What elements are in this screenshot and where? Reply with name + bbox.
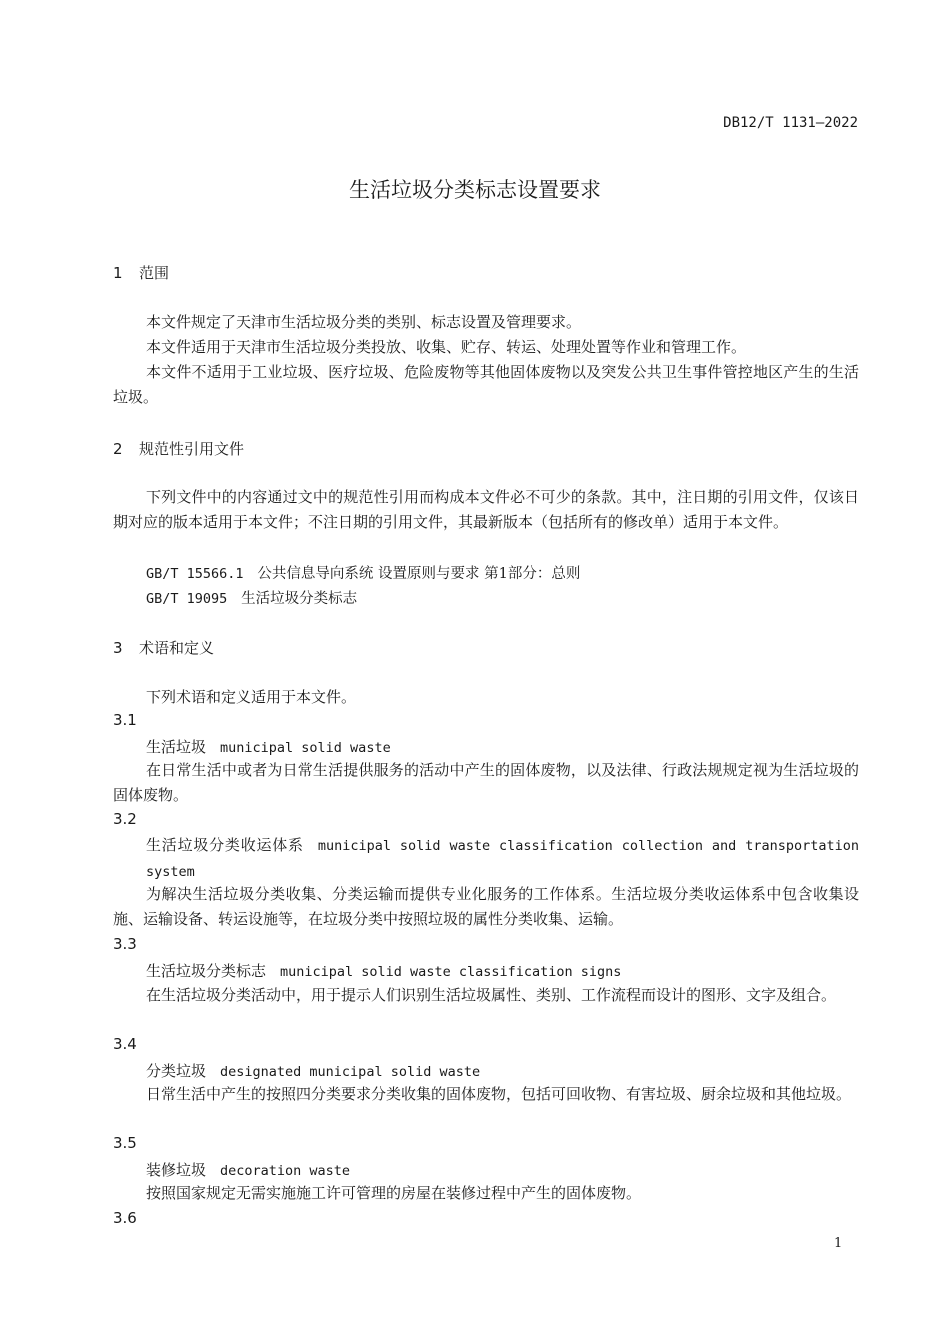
term-definition: 在生活垃圾分类活动中，用于提示人们识别生活垃圾属性、类别、工作流程而设计的图形、文字及组合。 [146, 986, 837, 1004]
term-number: 3.6 [113, 1209, 137, 1227]
term-entry [146, 736, 391, 757]
reference-item [146, 587, 357, 608]
term-definition: 在日常生活中或者为日常生活提供服务的活动中产生的固体废物，以及法律、行政法规规定视为生活垃圾的固体废物。 [113, 761, 859, 804]
paragraph: 下列文件中的内容通过文中的规范性引用而构成本文件必不可少的条款。其中，注日期的引用文件，仅该日期对应的版本适用于本文件；不注日期的引用文件，其最新版本（包括所有的修改单）适用于本文件。 [113, 488, 859, 531]
section-title: 范围 [139, 264, 170, 282]
term-number: 3.2 [113, 810, 137, 828]
term-entry [146, 960, 621, 981]
reference-code: GB/T 19095 [146, 591, 228, 607]
paragraph: 本文件规定了天津市生活垃圾分类的类别、标志设置及管理要求。 [146, 313, 582, 331]
term-definition: 日常生活中产生的按照四分类要求分类收集的固体废物，包括可回收物、有害垃圾、厨余垃圾和其他垃圾。 [146, 1085, 852, 1103]
term-zh: 生活垃圾分类标志 [146, 962, 267, 980]
term-definition: 为解决生活垃圾分类收集、分类运输而提供专业化服务的工作体系。生活垃圾分类收运体系中包含收集设施、运输设备、转运设施等，在垃圾分类中按照垃圾的属性分类收集、运输。 [113, 885, 859, 928]
section-number: 2 [113, 440, 123, 458]
reference-code: GB/T 15566.1 [146, 566, 244, 582]
paragraph: 本文件不适用于工业垃圾、医疗垃圾、危险废物等其他固体废物以及突发公共卫生事件管控地区产生的生活垃圾。 [113, 363, 859, 406]
term-en: municipal solid waste [220, 740, 391, 756]
section-heading [113, 438, 244, 459]
intro-text: 下列术语和定义适用于本文件。 [146, 688, 357, 706]
term-en: decoration waste [220, 1163, 351, 1179]
reference-title: 公共信息导向系统 设置原则与要求 第1部分：总则 [257, 566, 581, 582]
term-entry [146, 1159, 350, 1180]
term-entry [146, 1060, 480, 1081]
term-zh: 装修垃圾 [146, 1161, 207, 1179]
term-zh: 生活垃圾分类收运体系 [146, 836, 304, 854]
term-en: municipal solid waste classification signs [280, 964, 622, 980]
section-number: 1 [113, 264, 123, 282]
reference-title: 生活垃圾分类标志 [241, 591, 358, 607]
reference-item [146, 562, 580, 583]
section-title: 术语和定义 [139, 639, 215, 657]
term-number: 3.4 [113, 1035, 137, 1053]
section-number: 3 [113, 639, 123, 657]
standard-code: DB12/T 1131—2022 [723, 115, 858, 131]
term-zh: 分类垃圾 [146, 1062, 207, 1080]
term-number: 3.1 [113, 711, 137, 729]
page-number: 1 [834, 1236, 843, 1251]
term-definition: 按照国家规定无需实施施工许可管理的房屋在装修过程中产生的固体废物。 [146, 1184, 642, 1202]
paragraph: 本文件适用于天津市生活垃圾分类投放、收集、贮存、转运、处理处置等作业和管理工作。 [146, 338, 747, 356]
document-title: 生活垃圾分类标志设置要求 [349, 178, 601, 202]
term-zh: 生活垃圾 [146, 738, 207, 756]
term-number: 3.3 [113, 935, 137, 953]
section-title: 规范性引用文件 [139, 440, 245, 458]
section-heading [113, 262, 169, 283]
term-number: 3.5 [113, 1134, 137, 1152]
term-en: designated municipal solid waste [220, 1064, 481, 1080]
section-heading [113, 637, 214, 658]
term-entry [146, 833, 859, 885]
term-en: municipal solid waste classification collection and transportation system [146, 838, 859, 880]
